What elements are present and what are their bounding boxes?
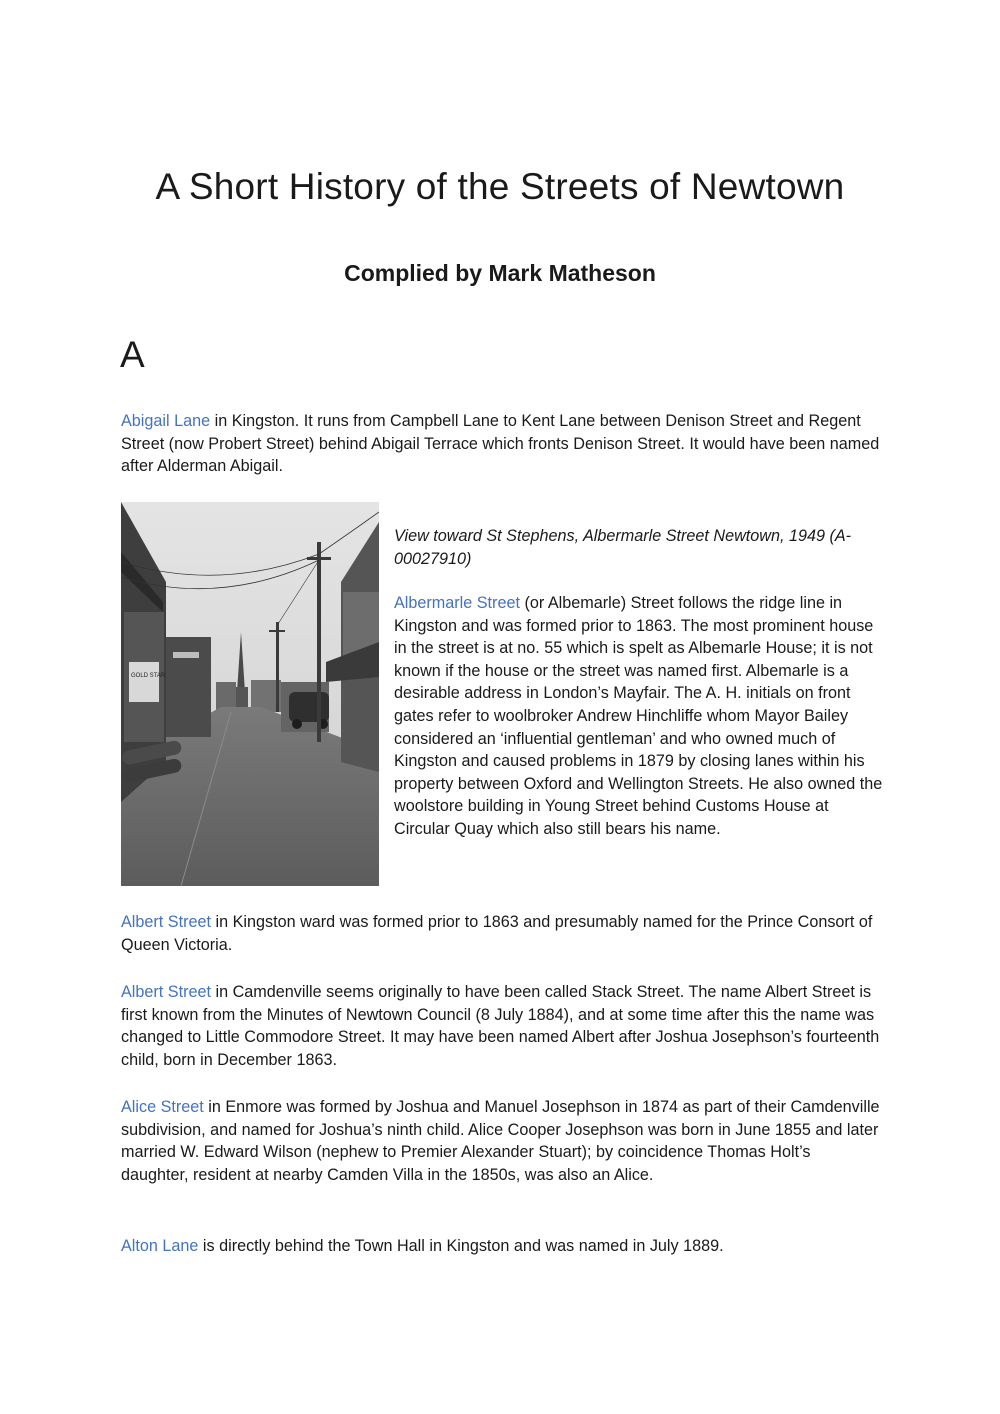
entry-abigail-lane	[121, 410, 881, 478]
street-name-link[interactable]: Alice Street	[121, 1098, 204, 1116]
document-subtitle: Complied by Mark Matheson	[344, 260, 656, 286]
photo-caption: View toward St Stephens, Albermarle Street Newtown, 1949 (A-00027910)	[394, 527, 852, 568]
document-title: A Short History of the Streets of Newtown	[155, 166, 845, 207]
street-name-link[interactable]: Alton Lane	[121, 1237, 199, 1255]
section-letter-heading: A	[120, 334, 145, 375]
shop-sign-text: GOLD STAR	[131, 673, 166, 679]
entry-albermarle-street	[394, 592, 884, 841]
street-name-link[interactable]: Albert Street	[121, 983, 211, 1001]
entry-text: in Kingston. It runs from Campbell Lane to Kent Lane between Denison Street and Regent Street (now Probert Street) behind Abigail Terrace which fronts Denison Street. It would have been named after Alderman Abigail.	[121, 412, 880, 476]
entry-text: in Camdenville seems originally to have been called Stack Street. The name Albert Street is first known from the Minutes of Newtown Council (8 July 1884), and at some time after this the name was changed to Little Commodore Street. It may have been named Albert after Joshua Josephson’s fourteenth child, born in December 1863.	[121, 983, 880, 1069]
entry-text: is directly behind the Town Hall in Kingston and was named in July 1889.	[198, 1237, 724, 1255]
street-name-link[interactable]: Albert Street	[121, 913, 211, 931]
entry-albert-street-camdenville	[121, 981, 881, 1071]
street-name-link[interactable]: Abigail Lane	[121, 412, 211, 430]
entry-alice-street	[121, 1096, 881, 1186]
street-photo	[121, 502, 379, 886]
entry-albert-street-kingston	[121, 911, 881, 956]
entry-alton-lane	[121, 1235, 881, 1258]
entry-text: (or Albemarle) Street follows the ridge line in Kingston and was formed prior to 1863. The most prominent house in the street is at no. 55 which is spelt as Albemarle House; it is not known if the house or the street was named first. Albemarle is a desirable address in London’s Mayfair. The A. H. initials on front gates refer to woolbroker Andrew Hinchliffe whom Mayor Bailey considered an ‘influential gentleman’ and who owned much of Kingston and caused problems in 1879 by closing lanes within his property between Oxford and Wellington Streets. He also owned the woolstore building in Young Street behind Customs House at Circular Quay which also still bears his name.	[394, 594, 883, 838]
entry-text: in Kingston ward was formed prior to 1863 and presumably named for the Prince Consort of Queen Victoria.	[121, 913, 873, 954]
entry-text: in Enmore was formed by Joshua and Manuel Josephson in 1874 as part of their Camdenville subdivision, and named for Joshua’s ninth child. Alice Cooper Josephson was born in June 1855 and later married W. Edward Wilson (nephew to Premier Alexander Stuart); by coincidence Thomas Holt’s daughter, resident at nearby Camden Villa in the 1850s, was also an Alice.	[121, 1098, 880, 1184]
street-name-link[interactable]: Albermarle Street	[394, 594, 520, 612]
